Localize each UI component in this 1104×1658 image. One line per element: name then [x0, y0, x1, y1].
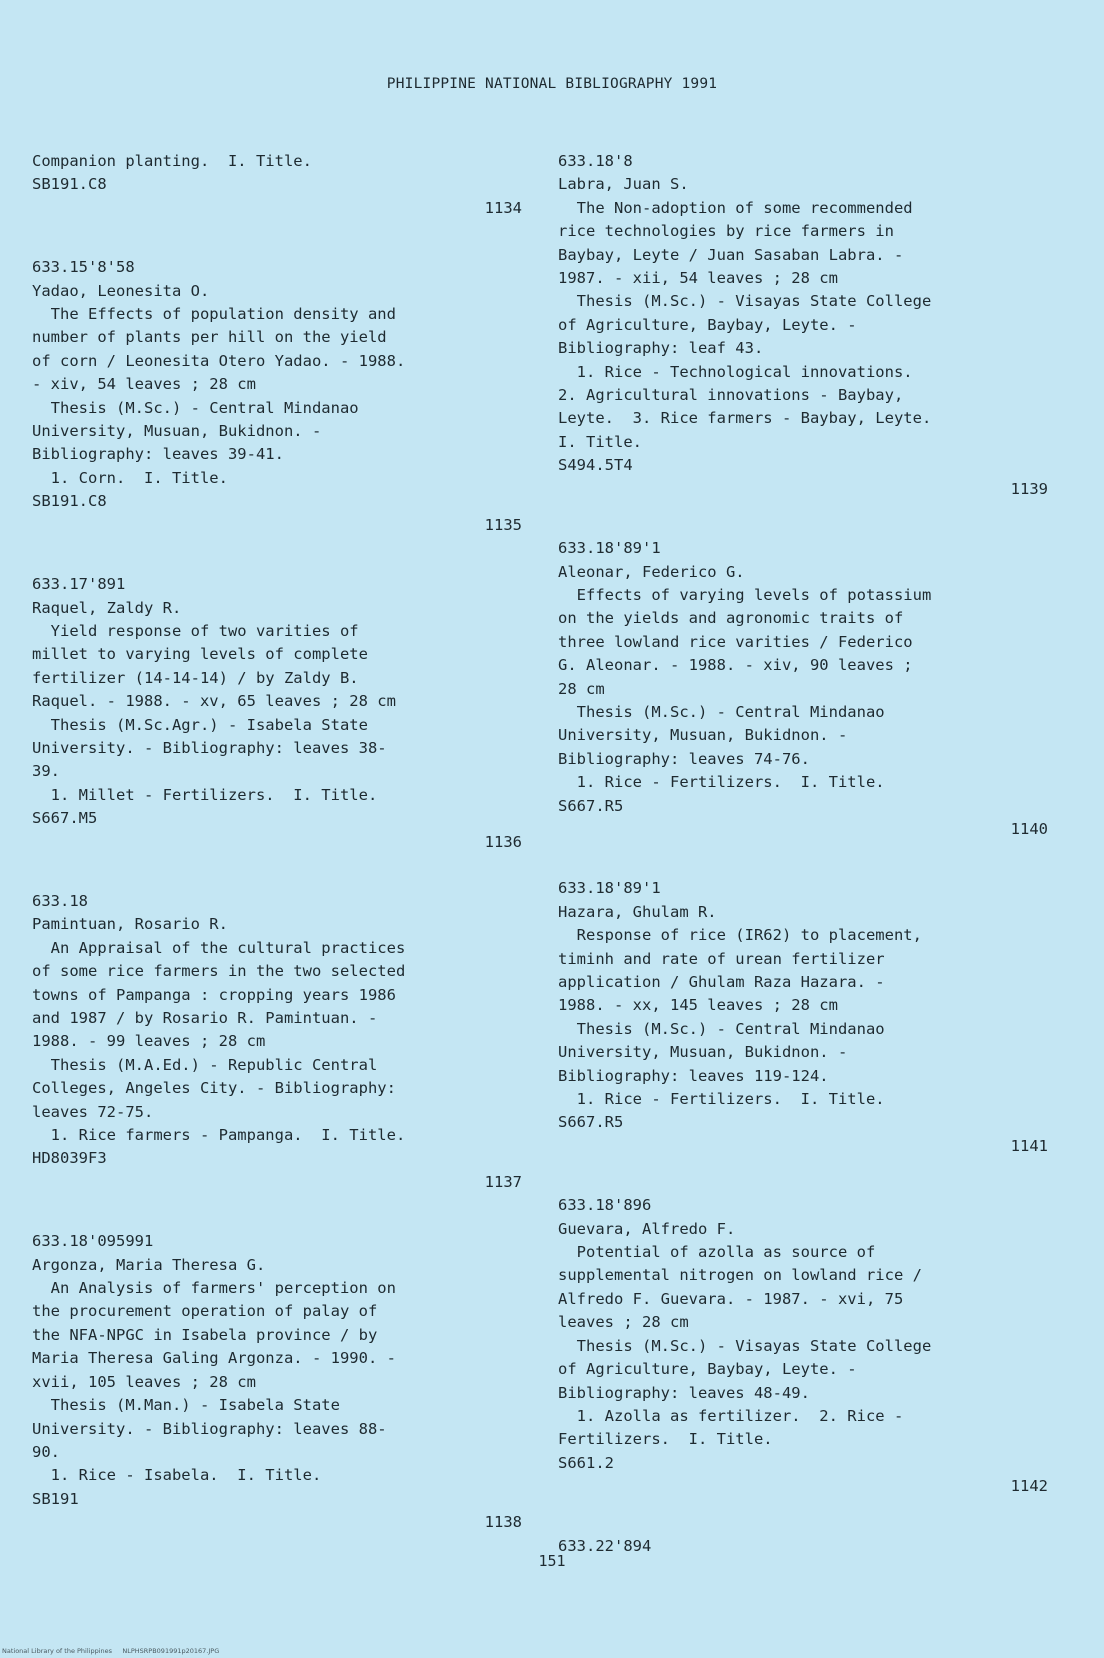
- entry-gap: [558, 1499, 1048, 1535]
- entry-heading-line: 633.18'89'1: [558, 879, 661, 898]
- entry-gap: [558, 841, 1048, 877]
- entry-number: 1137: [484, 1172, 522, 1191]
- entry-line: Baybay, Leyte / Juan Sasaban Labra. -: [558, 245, 904, 264]
- entry-line: Fertilizers. I. Title.: [558, 1430, 773, 1449]
- left-column: [32, 150, 522, 1535]
- bibliography-entry: [558, 1194, 1048, 1498]
- entry-line: 39.: [32, 762, 60, 781]
- entry-line: and 1987 / by Rosario R. Pamintuan. -: [32, 1009, 378, 1027]
- entry-heading-line: 633.18'8: [558, 152, 633, 170]
- entry-line: 28 cm: [558, 679, 605, 698]
- entry-line: Maria Theresa Galing Argonza. - 1990. -: [32, 1349, 396, 1368]
- right-column: [558, 150, 1048, 1558]
- bibliography-entry: [558, 877, 1048, 1158]
- entry-line: application / Ghulam Raza Hazara. -: [558, 973, 885, 991]
- entry-heading-line: 633.17'891: [32, 575, 126, 594]
- bibliography-entry: [32, 573, 522, 854]
- entry-line: on the yields and agronomic traits of: [558, 609, 904, 628]
- entry-line: Yadao, Leonesita O.: [32, 281, 210, 300]
- entry-line: Effects of varying levels of potassium: [558, 585, 932, 604]
- entry-line: millet to varying levels of complete: [32, 645, 368, 664]
- entry-line: leaves 72-75.: [32, 1102, 154, 1121]
- entry-line: I. Title.: [558, 432, 642, 451]
- entry-line: 1. Rice - Isabela. I. Title.: [32, 1466, 322, 1485]
- bibliography-entry: [558, 150, 1048, 501]
- entry-gap: [558, 1158, 1048, 1194]
- entry-line: Yield response of two varities of: [32, 621, 359, 640]
- entry-number: 1139: [1010, 479, 1048, 498]
- entry-line: 1988. - 99 leaves ; 28 cm: [32, 1032, 266, 1051]
- entry-line: An Appraisal of the cultural practices: [32, 938, 406, 957]
- bibliography-entry: [32, 150, 522, 220]
- entry-line: Argonza, Maria Theresa G.: [32, 1255, 266, 1274]
- entry-line: 1987. - xii, 54 leaves ; 28 cm: [558, 269, 838, 288]
- entry-line: University. - Bibliography: leaves 38-: [32, 738, 387, 757]
- entry-line: of corn / Leonesita Otero Yadao. - 1988.: [32, 351, 406, 370]
- page-number: 151: [538, 1552, 566, 1570]
- entry-line: towns of Pampanga : cropping years 1986: [32, 985, 396, 1004]
- entry-line: S661.2: [558, 1453, 614, 1472]
- bibliography-entry: [32, 256, 522, 537]
- entry-line: Hazara, Ghulam R.: [558, 902, 717, 921]
- entry-number: 1141: [1010, 1136, 1048, 1155]
- entry-line: SB191.C8: [32, 492, 107, 511]
- entry-line: S667.M5: [32, 809, 98, 828]
- entry-line: Bibliography: leaves 74-76.: [558, 749, 810, 768]
- entry-line: An Analysis of farmers' perception on: [32, 1279, 396, 1298]
- entry-line: Thesis (M.Sc.) - Central Mindanao: [558, 702, 885, 721]
- page-header: PHILIPPINE NATIONAL BIBLIOGRAPHY 1991: [386, 76, 718, 92]
- entry-heading-line: 633.22'894: [558, 1536, 652, 1555]
- entry-line: Colleges, Angeles City. - Bibliography:: [32, 1079, 396, 1098]
- entry-line: Guevara, Alfredo F.: [558, 1219, 736, 1238]
- entry-line: - xiv, 54 leaves ; 28 cm: [32, 375, 256, 394]
- entry-line: 1. Rice - Technological innovations.: [558, 362, 913, 381]
- entry-line: number of plants per hill on the yield: [32, 328, 387, 347]
- entry-line: 1. Rice - Fertilizers. I. Title.: [558, 1090, 885, 1109]
- entry-line: Bibliography: leaves 39-41.: [32, 445, 284, 464]
- entry-line: timinh and rate of urean fertilizer: [558, 949, 885, 968]
- entry-line: Thesis (M.A.Ed.) - Republic Central: [32, 1055, 378, 1074]
- entry-number: 1140: [1010, 819, 1048, 838]
- scan-footer: National Library of the Philippines NLPHSRPB091991p20167.JPG: [2, 1647, 220, 1655]
- entry-line: xvii, 105 leaves ; 28 cm: [32, 1372, 256, 1391]
- entry-number: 1136: [484, 832, 522, 851]
- entry-line: S494.5T4: [558, 456, 633, 475]
- entry-line: University, Musuan, Bukidnon. -: [558, 1043, 848, 1062]
- entry-line: The Effects of population density and: [32, 305, 396, 324]
- entry-heading-line: 633.18'095991: [32, 1232, 154, 1251]
- entry-line: of Agriculture, Baybay, Leyte. -: [558, 1360, 857, 1379]
- entry-line: SB191.C8: [32, 175, 107, 194]
- entry-line: S667.R5: [558, 796, 624, 815]
- entry-line: Thesis (M.Sc.) - Visayas State College: [558, 1336, 932, 1355]
- entry-line: 1. Corn. I. Title.: [32, 468, 228, 487]
- entry-line: Thesis (M.Sc.Agr.) - Isabela State: [32, 715, 368, 734]
- bibliography-entry: [32, 1230, 522, 1534]
- entry-line: leaves ; 28 cm: [558, 1313, 689, 1332]
- entry-line: of Agriculture, Baybay, Leyte. -: [558, 315, 857, 334]
- entry-heading-line: Companion planting. I. Title.: [32, 152, 312, 170]
- bibliography-entry: [32, 890, 522, 1194]
- entry-gap: [32, 537, 522, 573]
- entry-line: rice technologies by rice farmers in: [558, 222, 894, 241]
- entry-line: Bibliography: leaves 48-49.: [558, 1383, 810, 1402]
- entry-line: Bibliography: leaves 119-124.: [558, 1066, 829, 1085]
- entry-line: S667.R5: [558, 1113, 624, 1132]
- entry-line: 1. Azolla as fertilizer. 2. Rice -: [558, 1406, 904, 1425]
- entry-number: 1134: [484, 198, 522, 217]
- entry-number: 1142: [1010, 1477, 1048, 1496]
- entry-gap: [558, 501, 1048, 537]
- entry-gap: [32, 220, 522, 256]
- entry-heading-line: 633.18'896: [558, 1196, 652, 1215]
- entry-line: fertilizer (14-14-14) / by Zaldy B.: [32, 668, 359, 687]
- entry-line: Thesis (M.Sc.) - Visayas State College: [558, 292, 932, 311]
- entry-line: Bibliography: leaf 43.: [558, 339, 764, 358]
- entry-line: Potential of azolla as source of: [558, 1243, 876, 1262]
- entry-line: Raquel, Zaldy R.: [32, 598, 182, 617]
- entry-line: Leyte. 3. Rice farmers - Baybay, Leyte.: [558, 409, 932, 428]
- entry-line: 1988. - xx, 145 leaves ; 28 cm: [558, 996, 838, 1015]
- entry-number: 1138: [484, 1513, 522, 1532]
- entry-heading-line: 633.18'89'1: [558, 539, 661, 558]
- entry-gap: [32, 854, 522, 890]
- entry-heading-line: 633.18: [32, 891, 88, 910]
- entry-line: the NFA-NPGC in Isabela province / by: [32, 1325, 378, 1344]
- entry-line: 1. Rice - Fertilizers. I. Title.: [558, 773, 885, 792]
- entry-line: Thesis (M.Sc.) - Central Mindanao: [32, 398, 359, 417]
- entry-line: University. - Bibliography: leaves 88-: [32, 1419, 387, 1438]
- entry-line: Aleonar, Federico G.: [558, 562, 745, 581]
- entry-line: Thesis (M.Sc.) - Central Mindanao: [558, 1019, 885, 1038]
- entry-line: 1. Millet - Fertilizers. I. Title.: [32, 785, 378, 804]
- entry-number: 1135: [484, 515, 522, 534]
- entry-line: University, Musuan, Bukidnon. -: [32, 422, 322, 441]
- entry-line: G. Aleonar. - 1988. - xiv, 90 leaves ;: [558, 656, 913, 675]
- entry-line: 2. Agricultural innovations - Baybay,: [558, 386, 904, 405]
- entry-gap: [32, 1194, 522, 1230]
- entry-line: Pamintuan, Rosario R.: [32, 915, 228, 934]
- entry-line: SB191: [32, 1489, 79, 1508]
- entry-line: Labra, Juan S.: [558, 175, 689, 194]
- entry-line: supplemental nitrogen on lowland rice /: [558, 1266, 922, 1285]
- entry-line: 1. Rice farmers - Pampanga. I. Title.: [32, 1126, 406, 1145]
- entry-line: of some rice farmers in the two selected: [32, 962, 406, 981]
- entry-line: three lowland rice varities / Federico: [558, 632, 913, 651]
- entry-line: 90.: [32, 1442, 60, 1461]
- entry-line: University, Musuan, Bukidnon. -: [558, 726, 848, 745]
- bibliography-entry: [558, 537, 1048, 841]
- entry-line: The Non-adoption of some recommended: [558, 198, 913, 217]
- entry-heading-line: 633.15'8'58: [32, 258, 135, 277]
- entry-line: the procurement operation of palay of: [32, 1302, 378, 1321]
- entry-line: HD8039F3: [32, 1149, 107, 1168]
- entry-line: Alfredo F. Guevara. - 1987. - xvi, 75: [558, 1289, 904, 1308]
- entry-line: Response of rice (IR62) to placement,: [558, 926, 922, 945]
- entry-line: Raquel. - 1988. - xv, 65 leaves ; 28 cm: [32, 692, 396, 711]
- entry-line: Thesis (M.Man.) - Isabela State: [32, 1396, 340, 1415]
